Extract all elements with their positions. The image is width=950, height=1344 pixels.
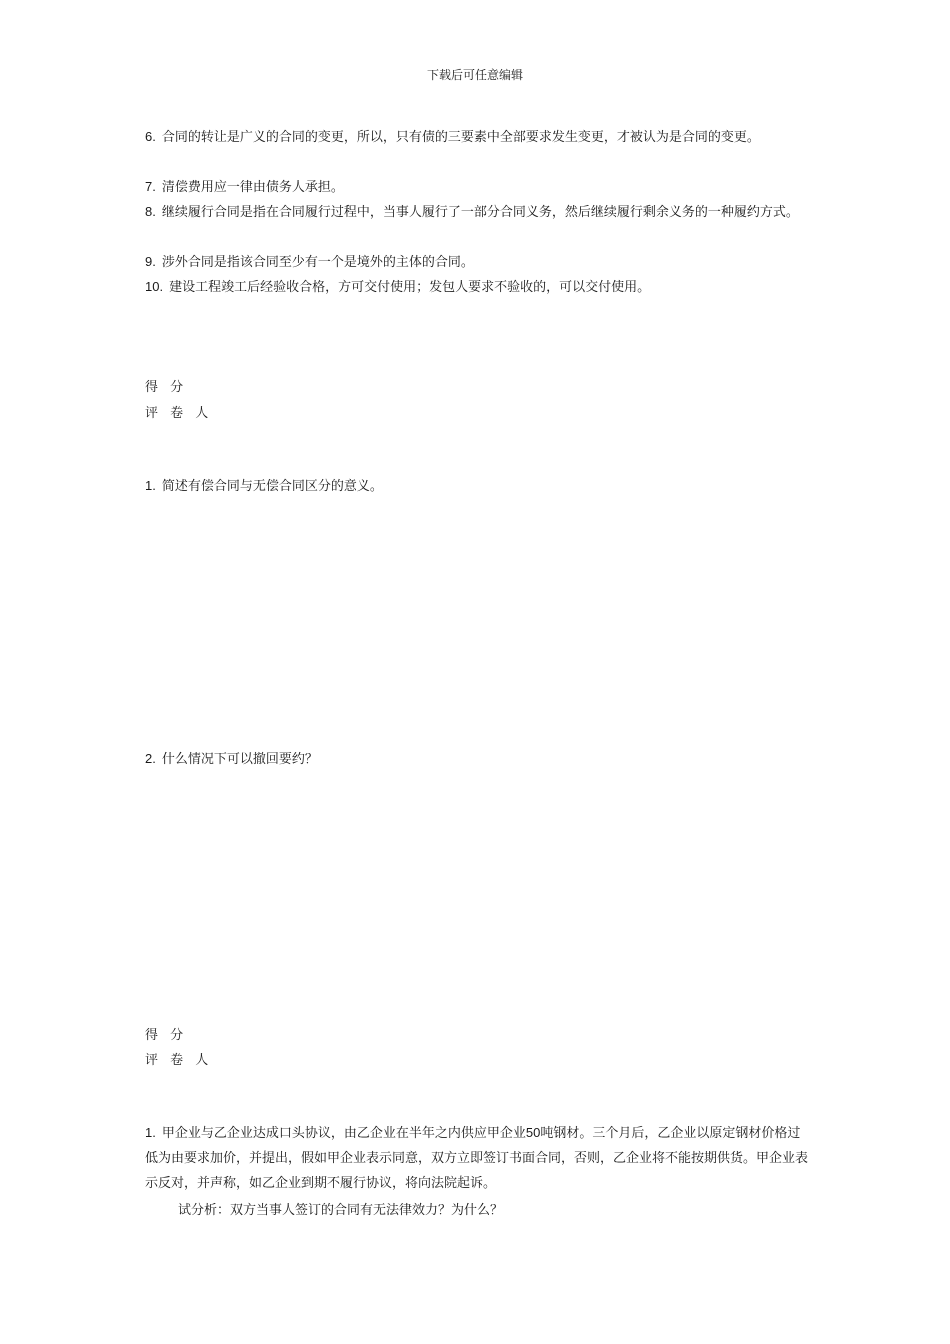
judgment-item-10 [145,274,810,300]
case-quantity: 50 [525,1125,541,1140]
item-number: 2. [145,751,156,766]
page-header: 下载后可任意编辑 [426,68,523,82]
reviewer-label: 评 卷 人 [145,406,213,421]
case-text-b: 吨钢材。三个月后，乙企业以原定钢材价格过低为由要求加价，并提出，假如甲企业表示同意，双方立即签订书面合同，否则，乙企业将不能按期供货。甲企业表示反对，并声称，如乙企业到期不履行协议，将向法院起诉。 [145,1126,809,1191]
score-label: 得 分 [145,1028,188,1043]
item-number: 9. [145,254,156,269]
short-answer-1 [145,473,810,499]
item-number: 10. [145,279,164,294]
case-text-a: 甲企业与乙企业达成口头协议，由乙企业在半年之内供应甲企业 [161,1126,526,1141]
item-number: 7. [145,179,156,194]
item-number: 8. [145,204,156,219]
item-number: 6. [145,129,156,144]
item-text: 涉外合同是指该合同至少有一个是境外的主体的合同。 [161,255,474,270]
item-text: 建设工程竣工后经验收合格，方可交付使用；发包人要求不验收的，可以交付使用。 [169,280,651,295]
item-number: 1. [145,1125,156,1140]
judgment-item-8 [145,199,810,225]
item-text: 继续履行合同是指在合同履行过程中，当事人履行了一部分合同义务，然后继续履行剩余义务的一种履约方式。 [161,205,799,220]
item-text: 合同的转让是广义的合同的变更，所以，只有债的三要素中全部要求发生变更，才被认为是合同的变更。 [161,130,760,145]
judgment-item-7 [145,174,810,200]
judgment-item-9 [145,249,810,275]
score-label: 得 分 [145,380,188,395]
judgment-item-6 [145,124,810,150]
item-text: 简述有偿合同与无偿合同区分的意义。 [161,479,383,494]
case-analysis-prompt: 试分析：双方当事人签订的合同有无法律效力？为什么？ [178,1203,504,1218]
item-text: 清偿费用应一律由债务人承担。 [161,180,344,195]
case-question-1 [145,1120,810,1196]
short-answer-2 [145,746,810,772]
item-number: 1. [145,478,156,493]
reviewer-label: 评 卷 人 [145,1053,213,1068]
item-text: 什么情况下可以撤回要约？ [161,752,318,767]
